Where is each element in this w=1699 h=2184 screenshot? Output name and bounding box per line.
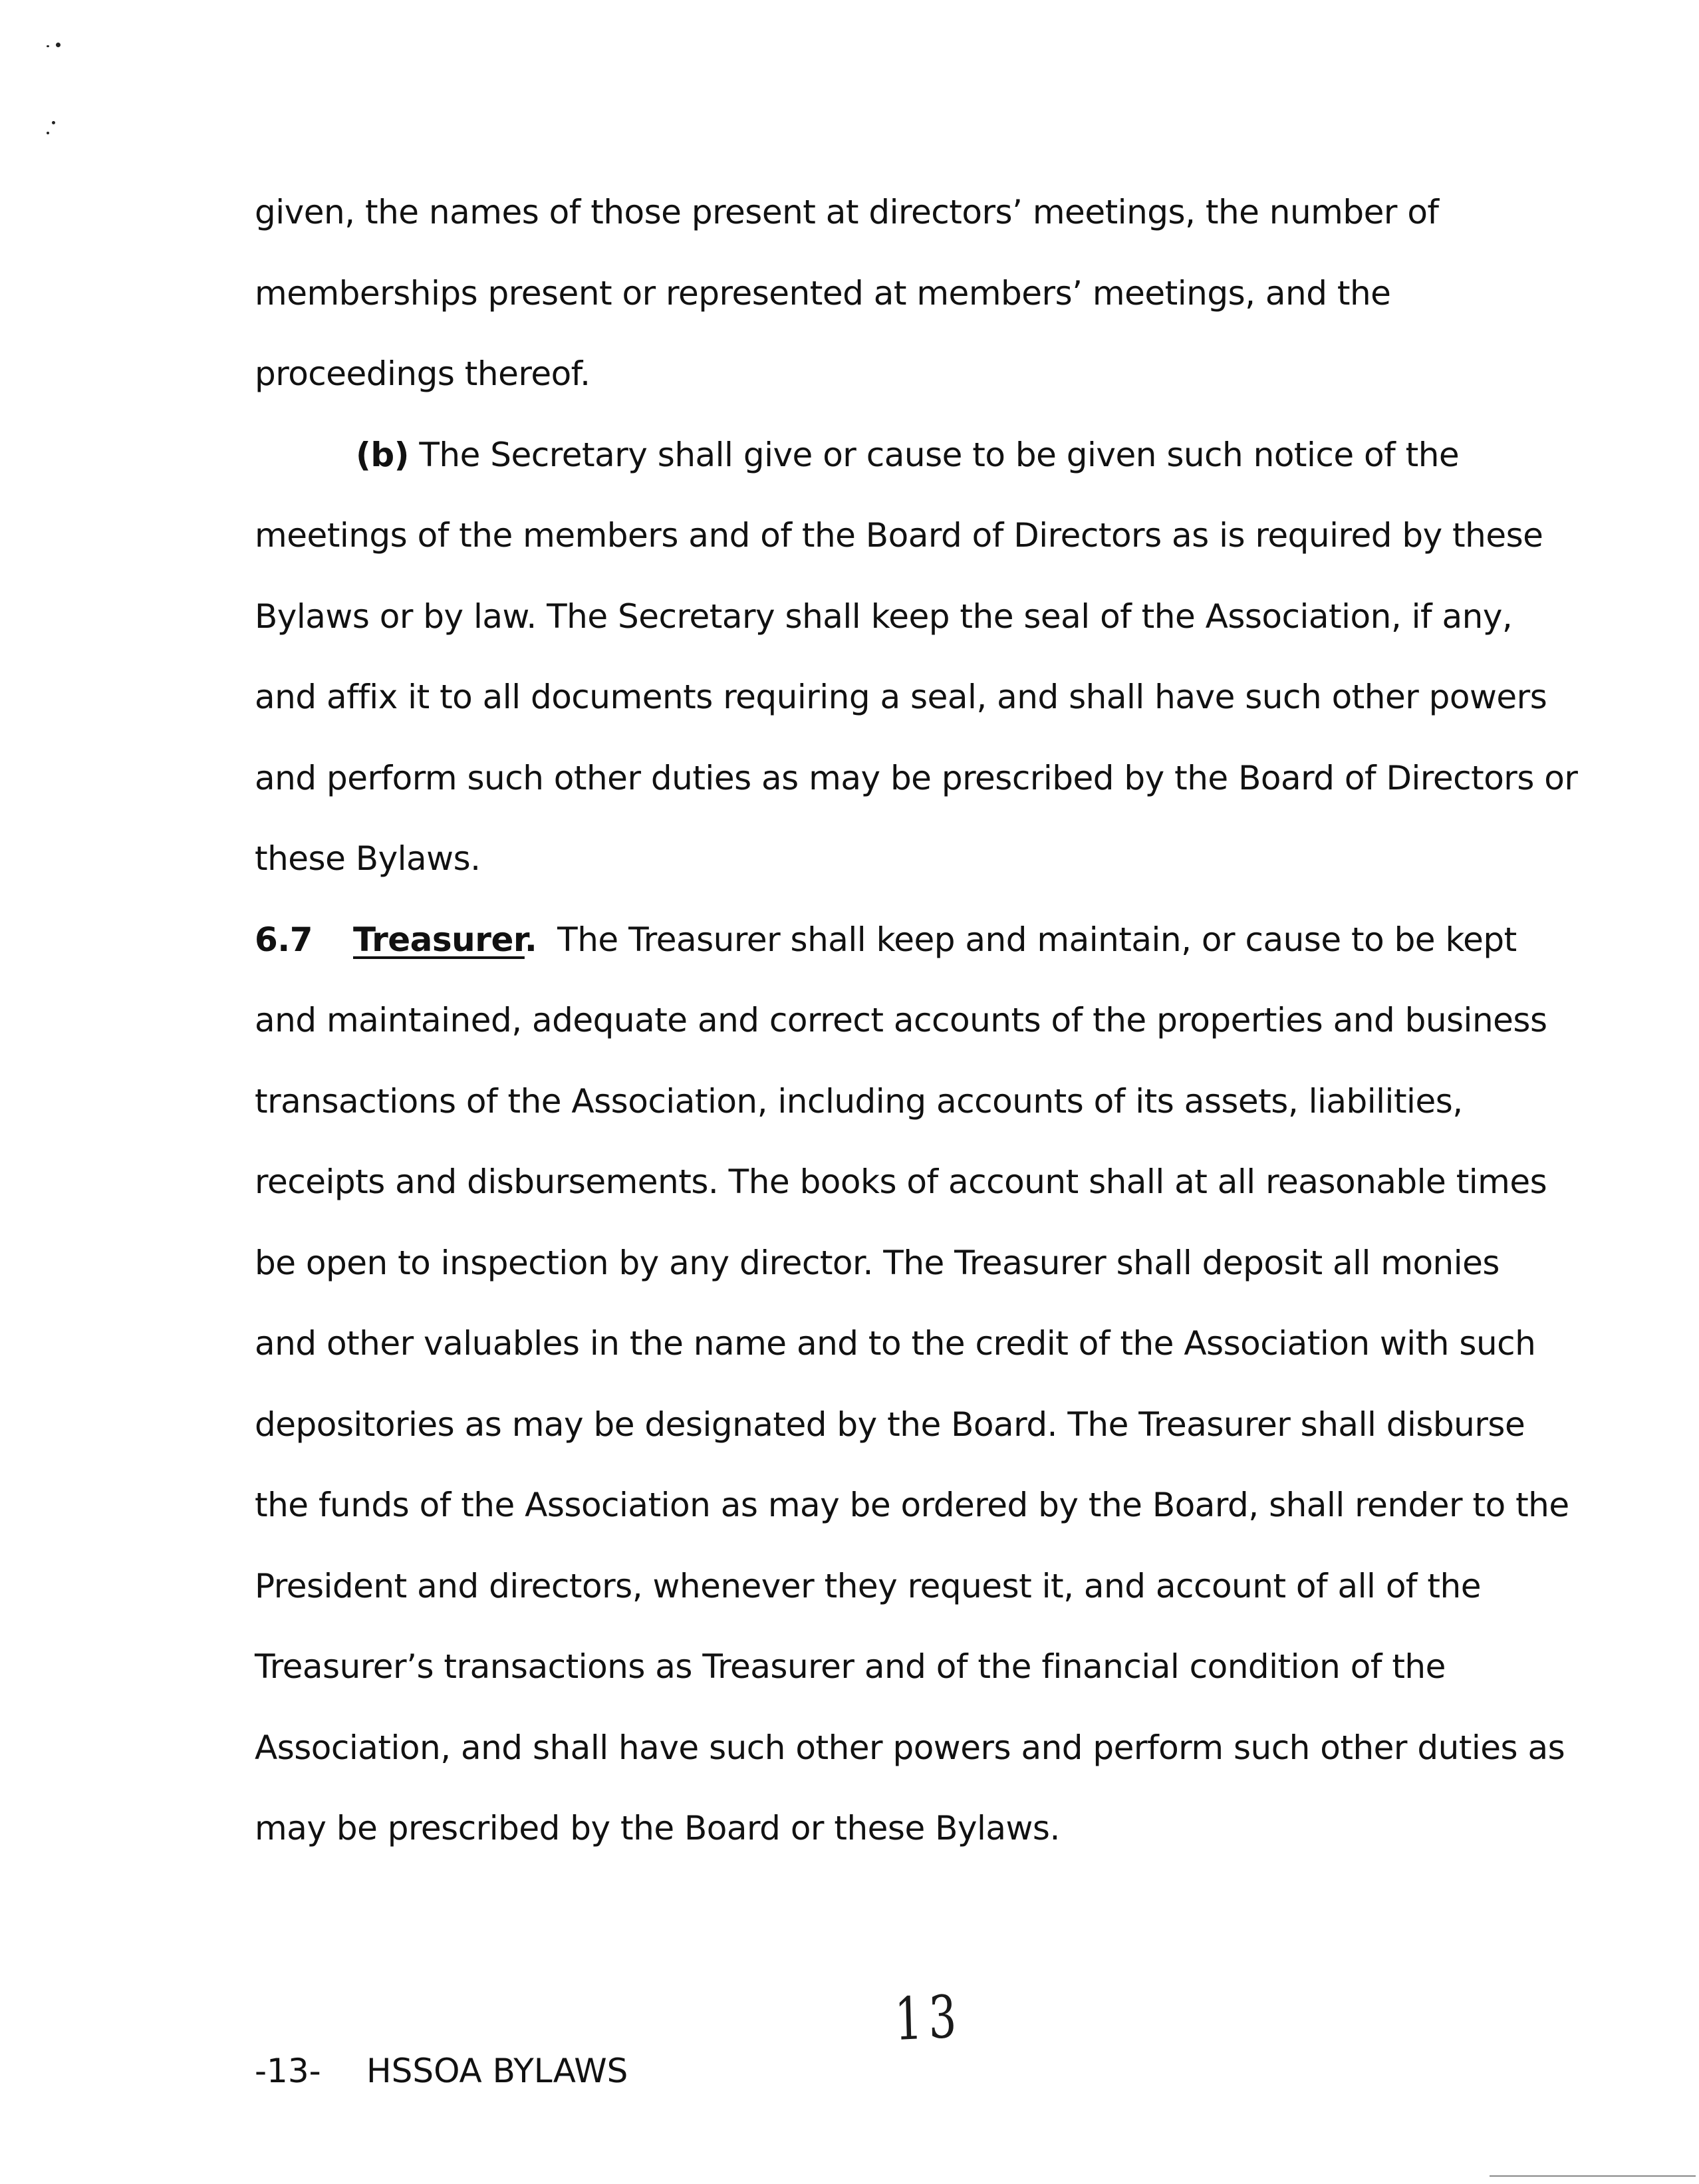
text-line: proceedings thereof. bbox=[255, 354, 590, 393]
text-line: and maintained, adequate and correct accounts of the properties and business bbox=[255, 1001, 1547, 1039]
scan-edge-line bbox=[1490, 2175, 1696, 2177]
text-line: these Bylaws. bbox=[255, 839, 481, 878]
footer-page-ref: -13- bbox=[255, 2052, 321, 2090]
scan-speck bbox=[56, 43, 61, 47]
text-line: and affix it to all documents requiring a seal, and shall have such other powers bbox=[255, 678, 1547, 716]
paragraph-b-first-line bbox=[255, 415, 1465, 496]
text-line: may be prescribed by the Board or these Bylaws. bbox=[255, 1809, 1060, 1847]
text-line: given, the names of those present at directors’ meetings, the number of bbox=[255, 193, 1439, 231]
handwritten-page-number: 13 bbox=[894, 1982, 964, 2054]
section-title: Treasurer bbox=[353, 920, 525, 959]
text-line: and perform such other duties as may be prescribed by the Board of Directors or bbox=[255, 758, 1578, 797]
section-number: 6.7 bbox=[255, 920, 313, 959]
text-line: Treasurer’s transactions as Treasurer and of the financial condition of the bbox=[255, 1647, 1446, 1686]
text-line: and other valuables in the name and to the credit of the Association with such bbox=[255, 1324, 1536, 1363]
text-line: depositories as may be designated by the Board. The Treasurer shall disburse bbox=[255, 1405, 1525, 1444]
section-heading-line bbox=[255, 900, 1517, 981]
scan-speck bbox=[47, 45, 49, 47]
text-line: President and directors, whenever they request it, and account of all of the bbox=[255, 1566, 1481, 1605]
text-line: Bylaws or by law. The Secretary shall keep the seal of the Association, if any, bbox=[255, 597, 1513, 636]
text-line: Association, and shall have such other powers and perform such other duties as bbox=[255, 1728, 1565, 1767]
scan-speck bbox=[52, 121, 55, 124]
text-span: The Secretary shall give or cause to be given such notice of the bbox=[409, 435, 1460, 474]
paragraph-b-label: (b) bbox=[356, 435, 409, 474]
text-line: be open to inspection by any director. The Treasurer shall deposit all monies bbox=[255, 1243, 1500, 1282]
text-line: meetings of the members and of the Board of Directors as is required by these bbox=[255, 516, 1543, 555]
text-line: receipts and disbursements. The books of account shall at all reasonable times bbox=[255, 1162, 1547, 1201]
body-text bbox=[255, 172, 1578, 1869]
text-line: transactions of the Association, including accounts of its assets, liabilities, bbox=[255, 1081, 1463, 1121]
scan-speck bbox=[47, 132, 49, 134]
page-footer bbox=[255, 2052, 628, 2090]
text-line: memberships present or represented at members’ meetings, and the bbox=[255, 273, 1391, 313]
text-line: the funds of the Association as may be ordered by the Board, shall render to the bbox=[255, 1486, 1569, 1524]
footer-doc-title: HSSOA BYLAWS bbox=[366, 2052, 628, 2090]
section-title-period: . bbox=[524, 920, 537, 959]
text-span: The Treasurer shall keep and maintain, or cause to be kept bbox=[537, 920, 1517, 959]
